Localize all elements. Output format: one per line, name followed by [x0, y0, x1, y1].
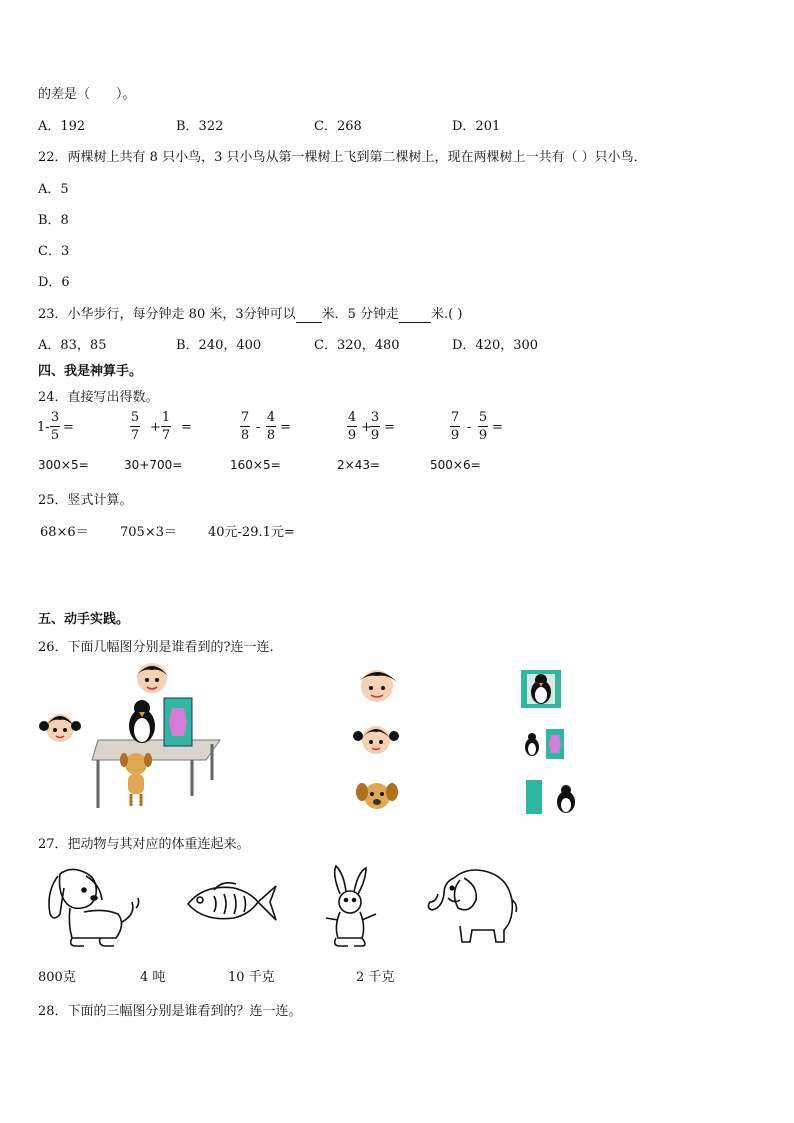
q23-stem-b: 米．5 分钟走: [321, 307, 400, 322]
fraction: 5 7: [130, 410, 140, 443]
q21-option-d: D．201: [452, 119, 501, 134]
q28-stem: 28．下面的三幅图分别是谁看到的？连一连。: [38, 1004, 302, 1019]
q21-option-b: B．322: [176, 119, 224, 134]
q24-row2-item: 160×5=: [230, 458, 281, 472]
q22-stem: 22．两棵树上共有 8 只小鸟，3 只小鸟从第一棵树上飞到第二棵树上，现在两棵树上一共有（ ）只小鸟．: [38, 150, 647, 165]
q23-blank-1: [296, 307, 322, 323]
boy-head-icon: [345, 664, 409, 704]
q23-option-b: B．240，400: [176, 338, 262, 353]
weight-label: 10 千克: [228, 970, 275, 985]
box-penguin-view-image: [524, 778, 582, 816]
weight-label: 800克: [38, 970, 76, 985]
q21-option-c: C．268: [314, 119, 362, 134]
q26-stem: 26．下面几幅图分别是谁看到的?连一连.: [38, 640, 274, 655]
q23-stem-c: 米.( ): [431, 307, 463, 322]
q24-row2-item: 300×5=: [38, 458, 89, 472]
fraction: 3 9: [370, 410, 380, 443]
section-4-heading: 四、我是神算手。: [38, 364, 143, 379]
penguin-box-side-view-image: [520, 727, 568, 761]
table-scene-image: [36, 660, 226, 810]
q22-option-c: C．3: [38, 244, 70, 259]
q23-blank-2: [399, 307, 431, 323]
fraction: 4 9: [347, 410, 357, 443]
rabbit-drawing-image: [318, 864, 382, 950]
q23-option-a: A．83，85: [38, 338, 107, 353]
penguin-front-view-image: [521, 670, 561, 708]
fraction: 3 5: [50, 410, 60, 443]
fraction: 7 9: [450, 410, 460, 443]
fraction: 7 8: [240, 410, 250, 443]
q23-stem-a: 23．小华步行，每分钟走 80 米，3分钟可以: [38, 307, 296, 322]
q25-stem: 25．竖式计算。: [38, 493, 133, 508]
girl-head-icon: [348, 718, 404, 758]
q23-option-d: D．420，300: [452, 338, 539, 353]
q21-tail: 的差是（ ）。: [38, 87, 136, 102]
fraction: 5 9: [478, 410, 488, 443]
q21-option-a: A．192: [38, 119, 86, 134]
q24-row2-item: 30+700=: [124, 458, 183, 472]
weight-label: 2 千克: [356, 970, 395, 985]
q22-option-d: D．6: [38, 275, 70, 290]
dog-head-icon: [352, 774, 402, 816]
q27-stem: 27．把动物与其对应的体重连起来。: [38, 837, 250, 852]
dog-drawing-image: [40, 864, 144, 950]
q23-stem: [38, 303, 462, 323]
q22-option-b: B．8: [38, 213, 69, 228]
weight-label: 4 吨: [140, 970, 166, 985]
fish-drawing-image: [184, 878, 280, 928]
q24-row2-item: 500×6=: [430, 458, 481, 472]
q24-row2-item: 2×43=: [337, 458, 381, 472]
q25-item: 40元-29.1元=: [208, 525, 295, 540]
fraction: 1 7: [161, 410, 171, 443]
q25-item: 705×3＝: [120, 525, 177, 540]
q25-item: 68×6＝: [40, 525, 89, 540]
q22-option-a: A．5: [38, 182, 69, 197]
section-5-heading: 五、动手实践。: [38, 612, 130, 627]
q24-stem: 24．直接写出得数。: [38, 390, 159, 405]
q23-option-c: C．320，480: [314, 338, 400, 353]
fraction: 4 8: [266, 410, 276, 443]
elephant-drawing-image: [424, 864, 518, 948]
